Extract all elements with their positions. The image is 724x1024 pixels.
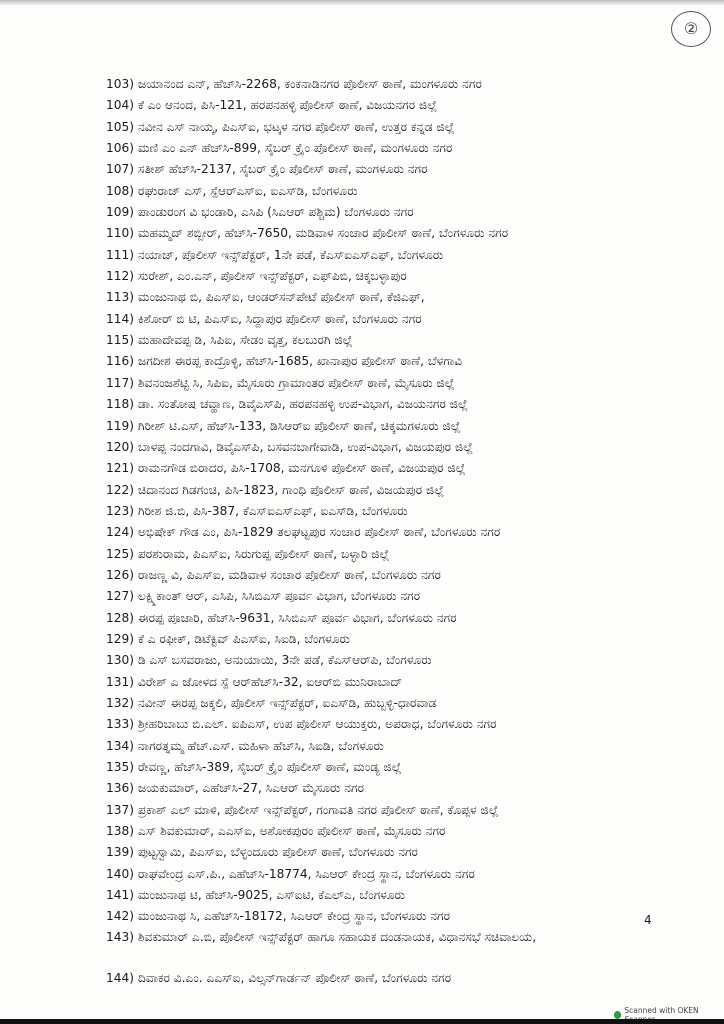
list-item	[106, 202, 706, 223]
list-item	[106, 842, 706, 863]
item-text: ಮಂಜುನಾಥ ಟಿ, ಹೆಚ್‌ಸಿ-9025, ಎಸ್‌ಐಟಿ, ಕೆಎಲ್‌ಎ, ಬೆಂಗಳೂರು	[138, 888, 405, 903]
item-text: ಡಾ. ಸಂತೋಷ ಚವ್ಹಾಣ, ಡಿವೈಎಸ್‌ಪಿ, ಹರಪನಹಳ್ಳಿ ಉಪ-ವಿಭಾಗ, ವಿಜಯನಗರ ಜಿಲ್ಲೆ	[138, 397, 468, 412]
item-text: ಪುಟ್ಟಸ್ವಾಮಿ, ಪಿಎಸ್‌ಐ, ಬೆಳ್ಳಂದೂರು ಪೊಲೀಸ್ ಠಾಣೆ, ಬೆಂಗಳೂರು ನಗರ	[138, 845, 419, 860]
item-text: ಮಹಮ್ಮದ್ ಶಬ್ಬೀರ್, ಹೆಚ್‌ಸಿ-7650, ಮಡಿವಾಳ ಸಂಚಾರ ಪೊಲೀಸ್ ಠಾಣೆ, ಬೆಂಗಳೂರು ನಗರ	[138, 226, 509, 241]
list-item	[106, 437, 706, 458]
item-number: 139)	[106, 845, 135, 860]
list-item	[106, 757, 706, 778]
list-item	[106, 245, 706, 266]
list-item	[106, 351, 706, 372]
item-text: ಮಣಿ ಎಂ ಎನ್ ಹೆಚ್‌ಸಿ-899, ಸೈಬರ್ ಕ್ರೈಂ ಪೊಲೀಸ್ ಠಾಣೆ, ಮಂಗಳೂರು ನಗರ	[138, 141, 453, 156]
item-text: ಅಭಿಷೇಕ್ ಗೌಡ ಎಂ, ಪಿಸಿ-1829 ತಲಘಟ್ಟಪುರ ಸಂಚಾರ ಪೊಲೀಸ್ ಠಾಣೆ, ಬೆಂಗಳೂರು ನಗರ	[138, 525, 501, 540]
item-text: ಶಿವನಂಜಶೆಟ್ಟಿ ಸಿ, ಸಿಪಿಐ, ಮೈಸೂರು ಗ್ರಾಮಾಂತರ ಪೊಲೀಸ್ ಠಾಣೆ, ಮೈಸೂರು ಜಿಲ್ಲೆ	[138, 375, 455, 390]
list-item	[106, 501, 706, 522]
item-number: 132)	[106, 695, 135, 710]
list-item	[106, 544, 706, 565]
list-item	[106, 800, 706, 821]
list-item	[106, 565, 706, 586]
list-item	[106, 181, 706, 202]
scan-top-shadow	[0, 0, 724, 6]
item-number: 140)	[106, 866, 135, 881]
item-number: 131)	[106, 674, 135, 689]
item-text: ಈರಪ್ಪ ಪೂಜಾರಿ, ಹೆಚ್‌ಸಿ-9631, ಸಿಸಿಬಿಎಸ್ ಪೂರ್ವ ವಿಭಾಗ, ಬೆಂಗಳೂರು ನಗರ	[138, 610, 457, 625]
item-text: ಗಿರೀಶ್ ಟಿ.ಎಸ್, ಹೆಚ್‌ಸಿ-133, ಡಿಸಿಆರ್‌ಐ ಪೊಲೀಸ್ ಠಾಣೆ, ಚಿಕ್ಕಮಗಳೂರು ಜಿಲ್ಲೆ	[138, 418, 461, 433]
list-item	[106, 330, 706, 351]
list-item	[106, 223, 706, 244]
item-number: 141)	[106, 888, 135, 903]
item-text: ಮಂಜುನಾಥ ಬಿ, ಪಿಎಸ್‌ಐ, ಆಂಡರ್‌ಸನ್‌ಪೇಟೆ ಪೊಲೀಸ್ ಠಾಣೆ, ಕೆಜಿಎಫ್,	[138, 290, 425, 305]
item-number: 138)	[106, 824, 135, 839]
item-number: 107)	[106, 162, 135, 177]
item-text: ವಿರೇಶ್ ಎ ಜೋಳದ ಸ್ಪೆ ಆರ್‌ಹೆಚ್‌ಸಿ-32, ಐಆರ್‌ಬಿ ಮುನಿರಾಬಾದ್	[138, 674, 403, 689]
item-number: 142)	[106, 909, 135, 924]
item-text: ರೇವಣ್ಣ, ಹೆಚ್‌ಸಿ-389, ಸೈಬರ್ ಕ್ರೈಂ ಪೊಲೀಸ್ ಠಾಣೆ, ಮಂಡ್ಯ ಜಿಲ್ಲೆ	[138, 760, 402, 774]
item-text: ಜಯಕುಮಾರ್, ಎಹೆಚ್‌ಸಿ-27, ಸಿಎಆರ್ ಮೈಸೂರು ನಗರ	[138, 781, 365, 796]
item-number: 113)	[106, 290, 135, 305]
item-text: ರಘುರಾಜ್ ಎಸ್, ಸ್ಪೆಆರ್‌ಎಸ್‌ಐ, ಐಎಸ್‌ಡಿ, ಬೆಂಗಳೂರು	[138, 183, 358, 198]
list-item	[106, 309, 706, 330]
item-number: 127)	[106, 589, 135, 604]
list-item	[106, 906, 706, 927]
list-item	[106, 373, 706, 394]
item-number: 119)	[106, 418, 135, 433]
item-number: 123)	[106, 503, 135, 518]
list-item	[106, 968, 706, 989]
item-text: ನಾಗರತ್ನಮ್ಮ ಹೆಚ್.ಎಸ್. ಮಹಿಳಾ ಹೆಚ್‌ಸಿ, ಸಿಐಡಿ, ಬೆಂಗಳೂರು	[138, 738, 384, 753]
list-item	[106, 672, 706, 693]
scanner-logo-icon	[614, 1011, 621, 1019]
list-item	[106, 608, 706, 629]
item-text: ಸತೀಶ್ ಹೆಚ್‌ಸಿ-2137, ಸೈಬರ್ ಕ್ರೈಂ ಪೊಲೀಸ್ ಠಾಣೆ, ಮಂಗಳೂರು ನಗರ	[138, 162, 428, 177]
item-number: 130)	[106, 653, 135, 668]
item-number: 120)	[106, 439, 135, 454]
item-number: 144)	[106, 970, 135, 985]
item-number: 136)	[106, 781, 135, 796]
list-item	[106, 138, 706, 159]
item-text: ರಾಘವೇಂದ್ರ ಎಸ್.ಪಿ., ಎಹೆಚ್‌ಸಿ-18774, ಸಿಎಆರ್ ಕೇಂದ್ರ ಸ್ಥಾನ, ಬೆಂಗಳೂರು ನಗರ	[138, 866, 475, 881]
scan-bottom-edge	[0, 1019, 724, 1024]
item-number: 143)	[106, 929, 135, 944]
item-number: 109)	[106, 205, 135, 220]
item-number: 133)	[106, 717, 135, 732]
item-number: 126)	[106, 567, 135, 582]
award-list	[106, 74, 706, 989]
item-number: 108)	[106, 183, 135, 198]
item-number: 117)	[106, 375, 135, 390]
item-text: ಜಗದೀಶ ಈರಪ್ಪ ಕಾದ್ರೊಳ್ಳಿ, ಹೆಚ್‌ಸಿ-1685, ಖಾನಾಪುರ ಪೊಲೀಸ್ ಠಾಣೆ, ಬೆಳಗಾವಿ	[138, 354, 463, 369]
list-item	[106, 266, 706, 287]
item-number: 116)	[106, 354, 135, 369]
item-number: 118)	[106, 397, 135, 412]
item-number: 103)	[106, 77, 135, 91]
list-item	[106, 416, 706, 437]
item-text: ಕಿಶೋರ್ ಬಿ ಟಿ, ಪಿಎಸ್‌ಐ, ಸಿದ್ದಾಪುರ ಪೊಲೀಸ್ ಠಾಣೆ, ಬೆಂಗಳೂರು ನಗರ	[138, 311, 422, 326]
list-item	[106, 287, 706, 308]
item-text: ನಯಾಜ್, ಪೊಲೀಸ್ ಇನ್ಸ್‌ಪೆಕ್ಟರ್, 1ನೇ ಪಡೆ, ಕೆಎಸ್‌ಐಎಸ್‌ಎಫ್, ಬೆಂಗಳೂರು	[138, 247, 444, 262]
list-item	[106, 74, 706, 95]
item-text: ನವೀನ್ ಈರಪ್ಪ ಜಕ್ಕಲಿ, ಪೊಲೀಸ್ ಇನ್ಸ್‌ಪೆಕ್ಟರ್, ಐಎಸ್‌ಡಿ, ಹುಬ್ಬಳ್ಳಿ-ಧಾರವಾಡ	[138, 695, 437, 710]
item-text: ಮಹಾದೇವಪ್ಪ ಡಿ, ಸಿಪಿಐ, ಸೇಡಂ ವೃತ್ತ, ಕಲಬುರಗಿ ಜಿಲ್ಲೆ	[138, 333, 353, 348]
item-number: 112)	[106, 269, 135, 284]
item-number: 115)	[106, 333, 135, 348]
list-item	[106, 821, 706, 842]
item-text: ಕೆ ಎ ರಫೀಕ್, ಡಿಟೆಕ್ಟಿವ್ ಪಿಎಸ್‌ಐ, ಸಿಐಡಿ, ಬೆಂಗಳೂರು	[138, 631, 350, 646]
list-item	[106, 458, 706, 479]
item-text: ಪ್ರಕಾಶ್ ಎಲ್ ಮಾಳಿ, ಪೊಲೀಸ್ ಇನ್ಸ್‌ಪೆಕ್ಟರ್, ಗಂಗಾವತಿ ನಗರ ಪೊಲೀಸ್ ಠಾಣೆ, ಕೊಪ್ಪಳ ಜಿಲ್ಲೆ	[138, 802, 499, 817]
list-item	[106, 629, 706, 650]
item-number: 128)	[106, 610, 135, 625]
item-text: ಕೆ ಎಂ ಆನಂದ, ಪಿಸಿ-121, ಹರಪನಹಳ್ಳಿ ಪೊಲೀಸ್ ಠಾಣೆ, ವಿಜಯನಗರ ಜಿಲ್ಲೆ	[138, 98, 438, 113]
list-item	[106, 693, 706, 714]
item-text: ರಾಮನಗೌಡ ಬಿರಾದರ, ಪಿಸಿ-1708, ಮನಗೂಳಿ ಪೊಲೀಸ್ ಠಾಣೆ, ವಿಜಯಪುರ ಜಿಲ್ಲೆ	[138, 461, 466, 476]
item-text: ಜಯಾನಂದ ಎನ್, ಹೆಚ್‌ಸಿ-2268, ಕಂಕನಾಡಿನಗರ ಪೊಲೀಸ್ ಠಾಣೆ, ಮಂಗಳೂರು ನಗರ	[138, 77, 482, 91]
item-number: 137)	[106, 802, 135, 817]
list-item	[106, 864, 706, 885]
item-number: 124)	[106, 525, 135, 540]
item-text: ಚಿದಾನಂದ ಗಿಡಗಂಚಿ, ಪಿಸಿ-1823, ಗಾಂಧಿ ಪೊಲೀಸ್ ಠಾಣೆ, ವಿಜಯಪುರ ಜಿಲ್ಲೆ	[138, 482, 445, 497]
item-number: 105)	[106, 119, 135, 134]
item-text: ಗಿರೀಶ ಜಿ.ಬಿ, ಪಿಸಿ-387, ಕೆಎಸ್‌ಐಎಸ್‌ಎಫ್, ಐಎಸ್‌ಡಿ, ಬೆಂಗಳೂರು	[138, 503, 408, 518]
list-item	[106, 650, 706, 671]
list-item	[106, 778, 706, 799]
item-text: ಪರಶುರಾಮ, ಪಿಎಸ್‌ಐ, ಸಿರುಗುಪ್ಪ ಪೊಲೀಸ್ ಠಾಣೆ, ಬಳ್ಳಾರಿ ಜಿಲ್ಲೆ	[138, 546, 390, 561]
item-number: 114)	[106, 311, 135, 326]
list-item	[106, 714, 706, 735]
item-number: 125)	[106, 546, 135, 561]
scanner-text: Scanned with OKEN	[624, 1006, 699, 1015]
item-number: 111)	[106, 247, 135, 262]
item-text: ದಿವಾಕರ ವಿ.ಎಂ. ಎಎಸ್‌ಐ, ವಿಲ್ಸನ್‌ಗಾರ್ಡನ್ ಪೊಲೀಸ್ ಠಾಣೆ, ಬೆಂಗಳೂರು ನಗರ	[138, 970, 452, 985]
item-text: ನವೀನ ಎಸ್ ನಾಯ್ಕ, ಪಿಎಸ್‌ಐ, ಭಟ್ಕಳ ನಗರ ಪೊಲೀಸ್ ಠಾಣೆ, ಉತ್ತರ ಕನ್ನಡ ಜಿಲ್ಲೆ	[138, 119, 455, 134]
item-number: 129)	[106, 631, 135, 646]
item-number: 135)	[106, 760, 135, 774]
item-text: ಪಾಂಡುರಂಗ ವಿ ಭಂಡಾರಿ, ಎಸಿಪಿ (ಸಿಎಆರ್ ಪಶ್ಚಿಮ) ಬೆಂಗಳೂರು ನಗರ	[138, 205, 414, 220]
item-text: ಮಂಜುನಾಥ ಸಿ, ಎಹೆಚ್‌ಸಿ-18172, ಸಿಎಆರ್ ಕೇಂದ್ರ ಸ್ಥಾನ, ಬೆಂಗಳೂರು ನಗರ	[138, 909, 451, 924]
item-text: ಲಕ್ಷ್ಮಿಕಾಂತ್ ಆರ್, ಎಸಿಪಿ, ಸಿಸಿಬಿಎಸ್ ಪೂರ್ವ ವಿಭಾಗ, ಬೆಂಗಳೂರು ನಗರ	[138, 589, 421, 604]
handwritten-page-mark: ②	[671, 11, 711, 47]
list-item	[106, 736, 706, 757]
list-item	[106, 522, 706, 543]
item-number: 110)	[106, 226, 135, 241]
page-number: 4	[644, 913, 652, 927]
list-item	[106, 394, 706, 415]
list-item	[106, 117, 706, 138]
item-text: ಬಾಳಪ್ಪ ನಂದಗಾವಿ, ಡಿವೈಎಸ್‌ಪಿ, ಬಸವನಬಾಗೇವಾಡಿ, ಉಪ-ವಿಭಾಗ, ವಿಜಯಪುರ ಜಿಲ್ಲೆ	[138, 439, 474, 454]
item-number: 122)	[106, 482, 135, 497]
item-text: ಶ್ರೀಹರಿಬಾಬು ಬಿ.ಎಲ್. ಐಪಿಎಸ್, ಉಪ ಪೊಲೀಸ್ ಆಯುಕ್ತರು, ಅಪರಾಧ, ಬೆಂಗಳೂರು ನಗರ	[138, 717, 497, 732]
list-item	[106, 159, 706, 180]
item-number: 106)	[106, 141, 135, 156]
item-number: 121)	[106, 461, 135, 476]
item-number: 134)	[106, 738, 135, 753]
item-text: ರಾಜಣ್ಣ ವಿ, ಪಿಎಸ್‌ಐ, ಮಡಿವಾಳ ಸಂಚಾರ ಪೊಲೀಸ್ ಠಾಣೆ, ಬೆಂಗಳೂರು ನಗರ	[138, 567, 441, 582]
item-number: 104)	[106, 98, 135, 113]
list-item	[106, 885, 706, 906]
list-item	[106, 480, 706, 501]
list-item	[106, 95, 706, 116]
item-text: ಸುರೇಶ್, ಎಂ.ಎನ್, ಪೊಲೀಸ್ ಇನ್ಸ್‌ಪೆಕ್ಟರ್, ಎಫ್‌ಪಿಬಿ, ಚಿಕ್ಕಬಳ್ಳಾಪುರ	[138, 269, 407, 284]
item-text: ಡಿ ಎಸ್ ಬಸವರಾಜು, ಅನುಯಾಯಿ, 3ನೇ ಪಡೆ, ಕೆಎಸ್‌ಆರ್‌ಪಿ, ಬೆಂಗಳೂರು	[138, 653, 432, 668]
list-item	[106, 928, 706, 968]
item-text: ಎಸ್ ಶಿವಕುಮಾರ್, ಎಎಸ್‌ಐ, ಅಶೋಕಪುರಂ ಪೊಲೀಸ್ ಠಾಣೆ, ಮೈಸೂರು ನಗರ	[138, 824, 446, 839]
list-item	[106, 586, 706, 607]
item-text: ಶಿವಕುಮಾರ್ ಎ.ಬಿ, ಪೊಲೀಸ್ ಇನ್ಸ್‌ಪೆಕ್ಟರ್ ಹಾಗೂ ಸಹಾಯಕ ದಂಡನಾಯಕ, ವಿಧಾನಸಭೆ ಸಚಿವಾಲಯ,	[138, 929, 537, 944]
